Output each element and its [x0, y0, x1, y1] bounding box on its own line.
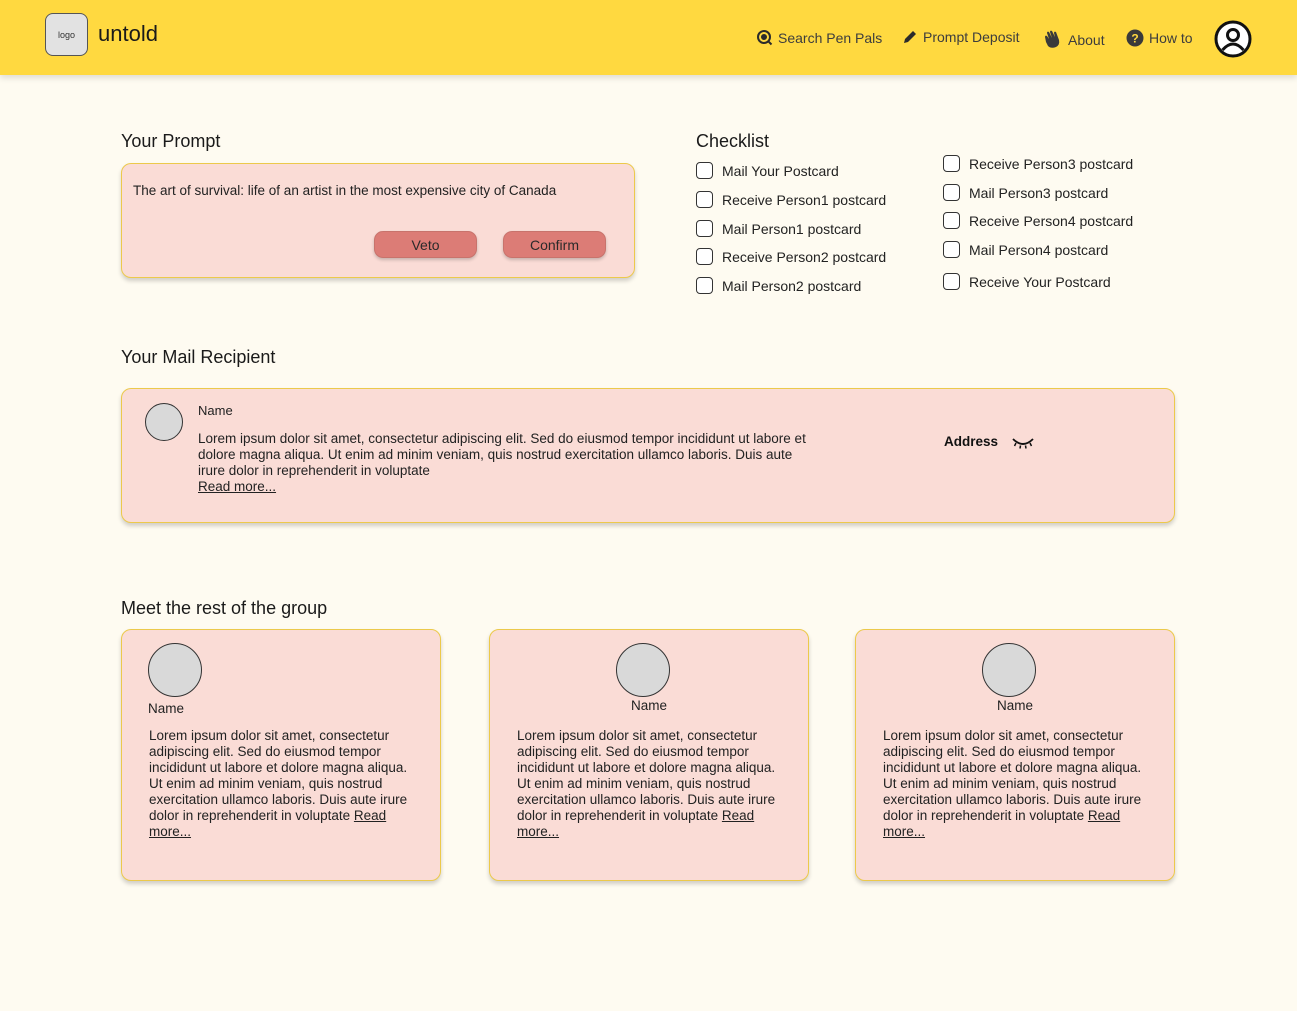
checkbox[interactable]	[696, 248, 713, 265]
read-more-link[interactable]: Read more...	[198, 479, 277, 494]
group-member-card	[489, 629, 809, 881]
checkbox[interactable]	[943, 155, 960, 172]
checklist-item-label: Mail Person3 postcard	[969, 184, 1109, 201]
search-icon	[756, 29, 773, 46]
checklist-item-label: Mail Person2 postcard	[722, 277, 862, 294]
checklist-item[interactable]	[943, 155, 1133, 172]
member-bio-text: Lorem ipsum dolor sit amet, consectetur adipiscing elit. Sed do eiusmod tempor incididunt ut labore et dolore magna aliqua. Ut enim ad minim veniam, quis nostrud exercitation ullamco laboris. Duis aute irure dolor in reprehenderit in voluptate	[883, 728, 1142, 823]
checklist-item-label: Mail Person1 postcard	[722, 220, 862, 237]
eye-closed-icon[interactable]	[1011, 435, 1035, 451]
help-icon	[1126, 29, 1144, 47]
avatar[interactable]	[145, 403, 183, 441]
recipient-name: Name	[198, 403, 233, 418]
checklist-item[interactable]	[943, 184, 1108, 201]
checkbox[interactable]	[943, 184, 960, 201]
nav-prompt-label: Prompt Deposit	[923, 29, 1020, 45]
pencil-icon	[902, 29, 918, 45]
nav-search-pen-pals[interactable]	[756, 29, 882, 46]
read-more-link[interactable]: Read more...	[883, 808, 1121, 839]
top-nav-bar	[0, 0, 1297, 75]
member-bio	[149, 728, 421, 840]
logo[interactable]	[45, 13, 88, 56]
logo-text: logo	[57, 29, 75, 40]
checklist-item-label: Receive Person2 postcard	[722, 248, 887, 265]
member-bio-text: Lorem ipsum dolor sit amet, consectetur adipiscing elit. Sed do eiusmod tempor incididunt ut labore et dolore magna aliqua. Ut enim ad minim veniam, quis nostrud exercitation ullamco laboris. Duis aute irure dolor in reprehenderit in voluptate	[517, 728, 776, 823]
group-member-card	[855, 629, 1175, 881]
checkbox[interactable]	[696, 220, 713, 237]
checkbox[interactable]	[943, 273, 960, 290]
group-member-card	[121, 629, 441, 881]
waving-hand-icon	[1042, 29, 1063, 50]
checklist-item-label: Receive Person1 postcard	[722, 191, 887, 208]
avatar[interactable]	[616, 643, 670, 697]
recipient-card	[121, 388, 1175, 523]
checklist-item[interactable]	[943, 212, 1133, 229]
checklist-item[interactable]	[696, 162, 839, 179]
svg-text:?: ?	[1131, 31, 1139, 46]
prompt-card	[121, 163, 635, 278]
checklist-title: Checklist	[696, 131, 770, 151]
member-name: Name	[996, 698, 1033, 713]
checkbox[interactable]	[696, 277, 713, 294]
checklist-item[interactable]	[696, 277, 861, 294]
checkbox[interactable]	[943, 241, 960, 258]
checklist-item[interactable]	[696, 220, 861, 237]
read-more-link[interactable]: Read more...	[517, 808, 755, 839]
checklist-item[interactable]	[696, 191, 886, 208]
checklist-item[interactable]	[943, 273, 1111, 290]
member-bio-text: Lorem ipsum dolor sit amet, consectetur adipiscing elit. Sed do eiusmod tempor incididunt ut labore et dolore magna aliqua. Ut enim ad minim veniam, quis nostrud exercitation ullamco laboris. Duis aute irure dolor in reprehenderit in voluptate	[149, 728, 408, 823]
prompt-text: The art of survival: life of an artist in the most expensive city of Canada	[133, 183, 557, 198]
checklist-item[interactable]	[943, 241, 1108, 258]
read-more-link[interactable]: Read more...	[149, 808, 387, 839]
nav-about-label: About	[1068, 31, 1105, 48]
nav-howto-label: How to	[1149, 30, 1193, 46]
your-prompt-title: Your Prompt	[121, 131, 221, 151]
group-title: Meet the rest of the group	[121, 598, 328, 618]
checkbox[interactable]	[696, 162, 713, 179]
checkbox[interactable]	[943, 212, 960, 229]
nav-search-label: Search Pen Pals	[778, 29, 883, 46]
checklist-item-label: Receive Your Postcard	[969, 273, 1111, 290]
checklist-item[interactable]	[696, 248, 886, 265]
member-name: Name	[630, 698, 667, 713]
veto-button[interactable]: Veto	[374, 231, 477, 258]
mail-recipient-title: Your Mail Recipient	[121, 347, 276, 367]
checklist-item-label: Receive Person4 postcard	[969, 212, 1134, 229]
avatar[interactable]	[982, 643, 1036, 697]
brand-name[interactable]: untold	[98, 21, 158, 46]
checklist-item-label: Mail Person4 postcard	[969, 241, 1109, 258]
user-avatar-icon[interactable]	[1214, 20, 1252, 58]
member-name: Name	[148, 701, 185, 716]
checklist-item-label: Mail Your Postcard	[722, 162, 839, 179]
nav-how-to[interactable]	[1126, 29, 1193, 47]
nav-about[interactable]	[1042, 29, 1105, 50]
member-bio	[883, 728, 1155, 840]
address-label: Address	[944, 434, 999, 449]
avatar[interactable]	[148, 643, 202, 697]
checkbox[interactable]	[696, 191, 713, 208]
nav-prompt-deposit[interactable]	[902, 29, 1019, 45]
recipient-bio: Lorem ipsum dolor sit amet, consectetur adipiscing elit. Sed do eiusmod tempor incididunt ut labore et dolore magna aliqua. Ut enim ad minim veniam, quis nostrud exercitation ullamco laboris. Duis aute irure dolor in reprehenderit in voluptate	[198, 431, 806, 478]
member-bio	[517, 728, 789, 840]
checklist-item-label: Receive Person3 postcard	[969, 155, 1134, 172]
confirm-button[interactable]: Confirm	[503, 231, 606, 258]
